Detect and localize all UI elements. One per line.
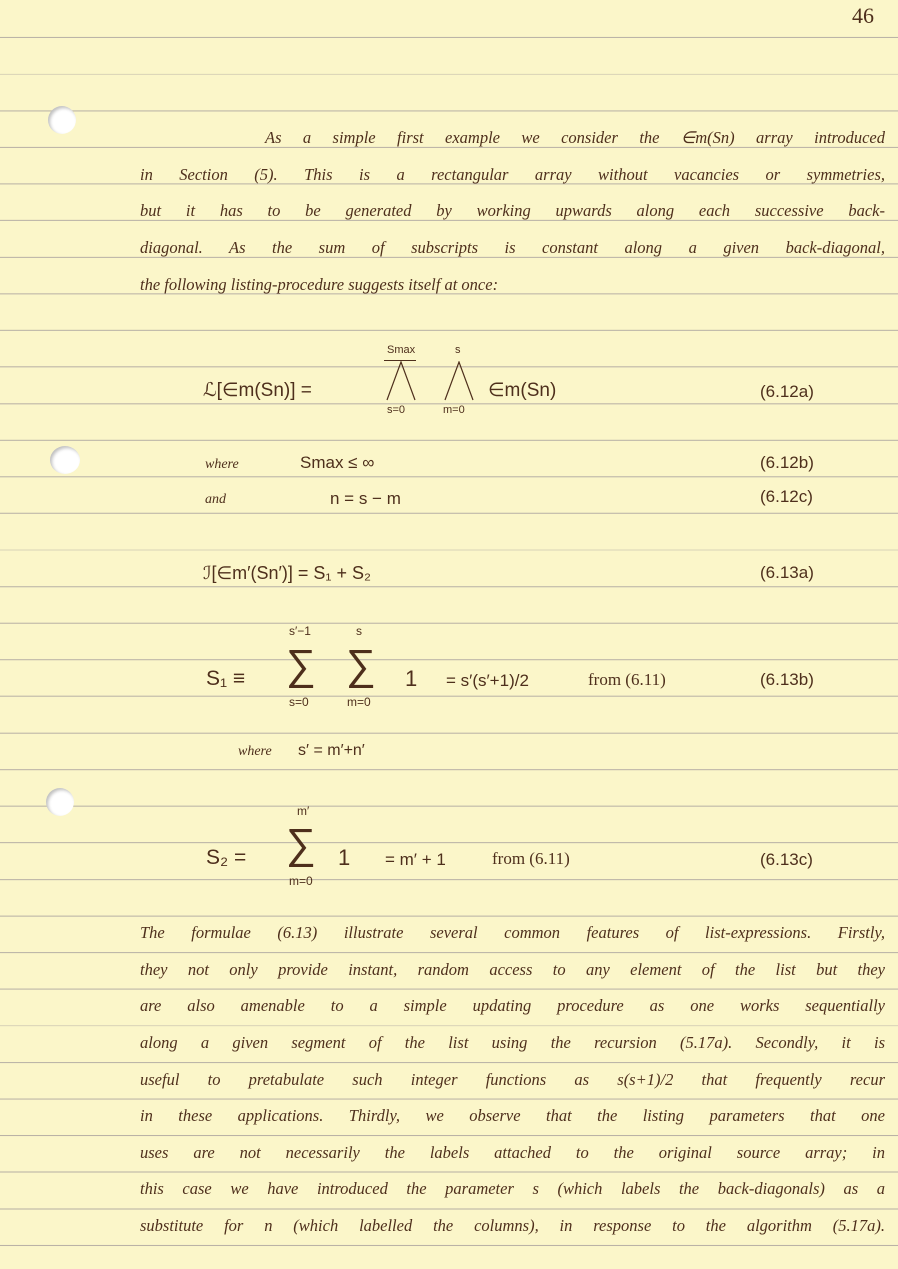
intro-line: the following listing-procedure suggests itself at once: [140, 275, 499, 294]
closing-line: uses are not necessarily the labels attached to the original source array; in [140, 1143, 885, 1162]
big-wedge-operator [385, 361, 417, 401]
where-label: where [205, 457, 239, 472]
closing-line: are also amenable to a simple updating procedure as one works sequentially [140, 996, 885, 1015]
binder-hole-middle [50, 446, 80, 474]
summation-sign: ∑ [286, 641, 316, 688]
summation-sign: ∑ [286, 820, 316, 867]
summation-sign: ∑ [346, 641, 376, 688]
closing-line: this case we have introduced the parameter s (which labels the back-diagonals) as a [140, 1179, 885, 1198]
where-label: where [238, 744, 272, 759]
closing-line: useful to pretabulate such integer functions as s(s+1)/2 that frequently recur [140, 1070, 885, 1089]
equation-6-13a: ℐ[∈m′(Sn′)] = S₁ + S₂ [203, 563, 371, 583]
and-label: and [205, 492, 226, 507]
binder-hole-bottom [46, 788, 74, 816]
intro-line: in Section (5). This is a rectangular array without vacancies or symmetries, [140, 165, 885, 184]
equation-6-12c: n = s − m [330, 489, 401, 508]
closing-line: The formulae (6.13) illustrate several common features of list-expressions. Firstly, [140, 923, 885, 942]
equation-6-12b: Smax ≤ ∞ [300, 453, 375, 472]
where-expression: s′ = m′+n′ [298, 742, 365, 759]
intro-line: diagonal. As the sum of subscripts is constant along a given back-diagonal, [140, 238, 885, 257]
closing-line: substitute for n (which labelled the columns), in response to the algorithm (5.17a). [140, 1216, 885, 1235]
big-wedge-operator [443, 361, 475, 401]
page-number: 46 [852, 3, 874, 28]
closing-line: along a given segment of the list using the recursion (5.17a). Secondly, it is [140, 1033, 885, 1052]
binder-hole-top [48, 106, 76, 134]
closing-line: in these applications. Thirdly, we observe that the listing parameters that one [140, 1106, 885, 1125]
intro-line: but it has to be generated by working upwards along each successive back- [140, 201, 885, 220]
intro-line: As a simple first example we consider the ∈m(Sn) array introduced [265, 128, 885, 147]
closing-line: they not only provide instant, random access to any element of the list but they [140, 960, 885, 979]
